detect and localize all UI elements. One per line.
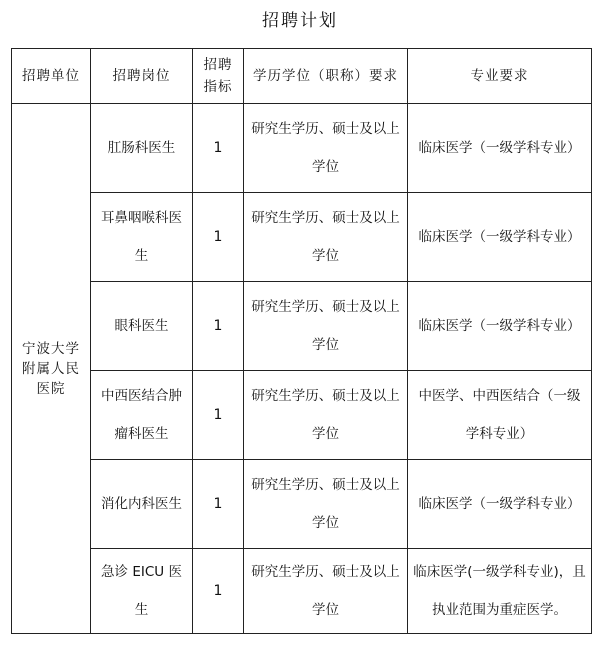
count-cell: 1 <box>193 460 244 549</box>
position-cell: 急诊 EICU 医生 <box>91 549 193 634</box>
count-cell: 1 <box>193 371 244 460</box>
position-cell: 眼科医生 <box>91 282 193 371</box>
table-row <box>12 549 592 634</box>
major-cell: 临床医学（一级学科专业） <box>408 460 592 549</box>
major-cell: 临床医学（一级学科专业） <box>408 104 592 193</box>
count-cell: 1 <box>193 282 244 371</box>
header-major: 专业要求 <box>408 49 592 104</box>
education-cell: 研究生学历、硕士及以上学位 <box>244 460 408 549</box>
header-unit: 招聘单位 <box>12 49 91 104</box>
position-cell: 中西医结合肿瘤科医生 <box>91 371 193 460</box>
major-cell: 临床医学（一级学科专业） <box>408 282 592 371</box>
header-count: 招聘指标 <box>193 49 244 104</box>
education-cell: 研究生学历、硕士及以上学位 <box>244 193 408 282</box>
position-cell: 消化内科医生 <box>91 460 193 549</box>
unit-cell: 宁波大学附属人民医院 <box>12 104 91 634</box>
header-education: 学历学位（职称）要求 <box>244 49 408 104</box>
major-cell: 中医学、中西医结合（一级学科专业） <box>408 371 592 460</box>
table-row <box>12 460 592 549</box>
major-cell: 临床医学（一级学科专业） <box>408 193 592 282</box>
count-cell: 1 <box>193 193 244 282</box>
recruitment-table <box>11 48 592 634</box>
education-cell: 研究生学历、硕士及以上学位 <box>244 371 408 460</box>
table-row <box>12 193 592 282</box>
page-title: 招聘计划 <box>262 11 338 31</box>
major-cell: 临床医学(一级学科专业)，且执业范围为重症医学。 <box>408 549 592 634</box>
table-row <box>12 104 592 193</box>
education-cell: 研究生学历、硕士及以上学位 <box>244 104 408 193</box>
table-header-row <box>12 49 592 104</box>
count-cell: 1 <box>193 549 244 634</box>
education-cell: 研究生学历、硕士及以上学位 <box>244 549 408 634</box>
table-row <box>12 371 592 460</box>
education-cell: 研究生学历、硕士及以上学位 <box>244 282 408 371</box>
table-row <box>12 282 592 371</box>
header-position: 招聘岗位 <box>91 49 193 104</box>
position-cell: 耳鼻咽喉科医生 <box>91 193 193 282</box>
position-cell: 肛肠科医生 <box>91 104 193 193</box>
count-cell: 1 <box>193 104 244 193</box>
